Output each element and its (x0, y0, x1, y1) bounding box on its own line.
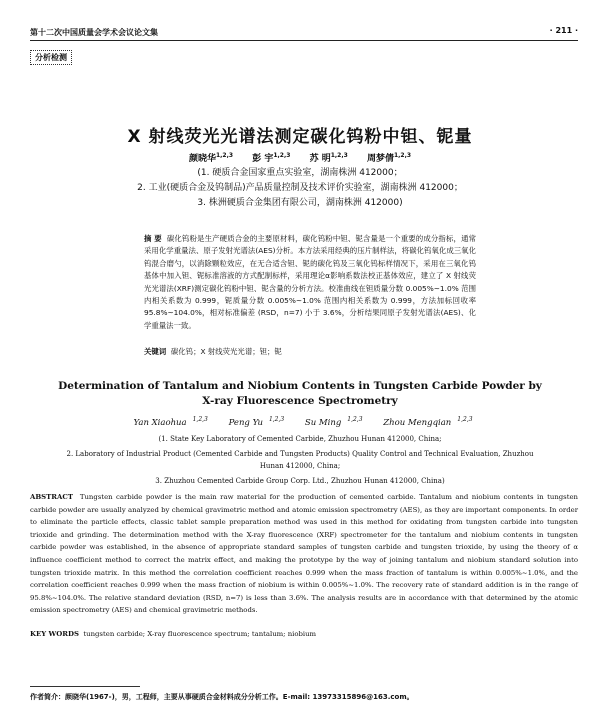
section-tag: 分析检测 (30, 50, 72, 65)
author-footnote: 作者简介：颜晓华(1967-)，男，工程师，主要从事硬质合金材料成分分析工作。E-mail: 13973315896@163.com。 (30, 693, 414, 701)
keywords-en-label: KEY WORDS (30, 630, 79, 638)
keywords-cn-label: 关键词 (144, 347, 167, 356)
author-cn: 周梦倩$^{1,2,3}$ (366, 152, 412, 164)
author-en: Yan Xiaohua $^{1,2,3}$ (133, 416, 208, 428)
authors-chinese (0, 151, 600, 164)
title-english (0, 379, 600, 409)
keywords-en-text: tungsten carbide; X-ray fluorescence spectrum; tantalum; niobium (83, 630, 317, 638)
author-en: Zhou Mengqian $^{1,2,3}$ (383, 416, 473, 428)
keywords-cn-text: 碳化钨；X 射线荧光光谱；钽；铌 (170, 347, 282, 356)
abstract-en-label: ABSTRACT (30, 493, 73, 501)
running-header-left: 第十二次中国质量会学术会议论文集 (30, 28, 158, 37)
title-en-line-1: Determination of Tantalum and Niobium Contents in Tungsten Carbide Powder by (58, 380, 542, 392)
page-number: · 211 · (549, 26, 578, 35)
keywords-english (30, 630, 316, 638)
affiliation-en-2: 2. Laboratory of Industrial Product (Cemented Carbide and Tungsten Products) Quality Control and Technical Evaluation, Zhuzhou (66, 450, 534, 458)
author-cn: 彭 宇$^{1,2,3}$ (252, 152, 291, 164)
keywords-chinese (144, 346, 476, 357)
abstract-cn-text: 碳化钨粉是生产硬质合金的主要原材料，碳化钨粉中钽、铌含量是一个重要的成分指标，通常采用化学重量法、原子发射光谱法(AES)分析。本方法采用经典的压片制样法，将碳化钨氧化成三氧化钨混合磨勺，以消除颗粒效应，在无合适含钽、铌的碳化钨及三氧化钨标样情况下，采用在三氧化钨基体中加入钽、铌标准溶液的方式配制标样，采用理论α影响系数法校正基体效应，建立了 X 射线荧光光谱法(XRF)测定碳化钨粉中钽、铌含量的分析方法。校准曲线在钽质量分数 0.005%~1.0% 范围内相关系数为 0.999，铌质量分数 0.005%~1.0% 范围内相关系数为 0.999，方法加标回收率 95.8%~104.0%，相对标准偏差 (RSD，n=7) 小于 3.6%，分析结果同原子发射光谱法(AES)、化学重量法一致。 (144, 234, 477, 330)
footnote-rule (30, 686, 140, 687)
author-cn: 苏 明$^{1,2,3}$ (309, 152, 348, 164)
author-en: Su Ming $^{1,2,3}$ (304, 416, 363, 428)
title-en-line-2: X-ray Fluorescence Spectrometry (202, 395, 398, 407)
abstract-cn-label: 摘 要 (144, 234, 162, 243)
affiliation-cn-3: 3. 株洲硬质合金集团有限公司，湖南株洲 412000) (197, 198, 403, 208)
abstract-chinese (144, 233, 476, 332)
affiliation-cn-2: 2. 工业(硬质合金及钨制品)产品质量控制及技术评价实验室，湖南株洲 412000； (137, 183, 463, 193)
running-header (30, 26, 578, 41)
title-chinese: X 射线荧光光谱法测定碳化钨粉中钽、铌量 (127, 127, 473, 147)
affiliation-en-4: 3. Zhuzhou Cemented Carbide Group Corp. Ltd., Zhuzhou Hunan 412000, China) (155, 477, 445, 485)
authors-english (0, 416, 600, 428)
abstract-english (30, 491, 578, 617)
affiliation-en-1: (1. State Key Laboratory of Cemented Carbide, Zhuzhou Hunan 412000, China; (158, 435, 442, 443)
affiliation-cn-1: (1. 硬质合金国家重点实验室，湖南株洲 412000； (197, 168, 403, 178)
abstract-en-text: Tungsten carbide powder is the main raw material for the production of cemented carbide. Tantalum and niobium contents in tungsten carbide powder are usually analyzed by chemical gravimetric method and atomic emission spectrometry (AES), as they are important components. In order to eliminate the particle effects, classic tablet sample preparation method was used in this method for oxidating from tungsten carbide into tungsten trioxide and grinding. The determination method with the X-ray fluorescence (XRF) spectrometer for the tantalum and niobium contents in tungsten carbide powder was established, in the absence of appropriate standard samples of tungsten carbide and tungsten trioxide, by using the theory of α influence coefficient method to correct the matrix effect, and making the prototype by the way of joining tantalum and niobium standard solution into tungsten trioxide matrix. In this method the correlation coefficient reaches 0.999 when the mass fraction of tantalum is within 0.005%~1.0%, and the correlation coefficient reaches 0.999 when the mass fraction of niobium is within 0.005%~1.0%. The recovery rate of standard addition is in the range of 95.8%~104.0%. The relative standard deviation (RSD, n=7) is less than 3.6%. The analysis results are in accordance with that determined by the atomic emission spectrometry (AES) and chemical gravimetric methods. (30, 493, 578, 615)
affiliation-en-3: Hunan 412000, China; (259, 462, 341, 470)
author-en: Peng Yu $^{1,2,3}$ (228, 416, 285, 428)
author-cn: 颜晓华$^{1,2,3}$ (188, 152, 234, 164)
